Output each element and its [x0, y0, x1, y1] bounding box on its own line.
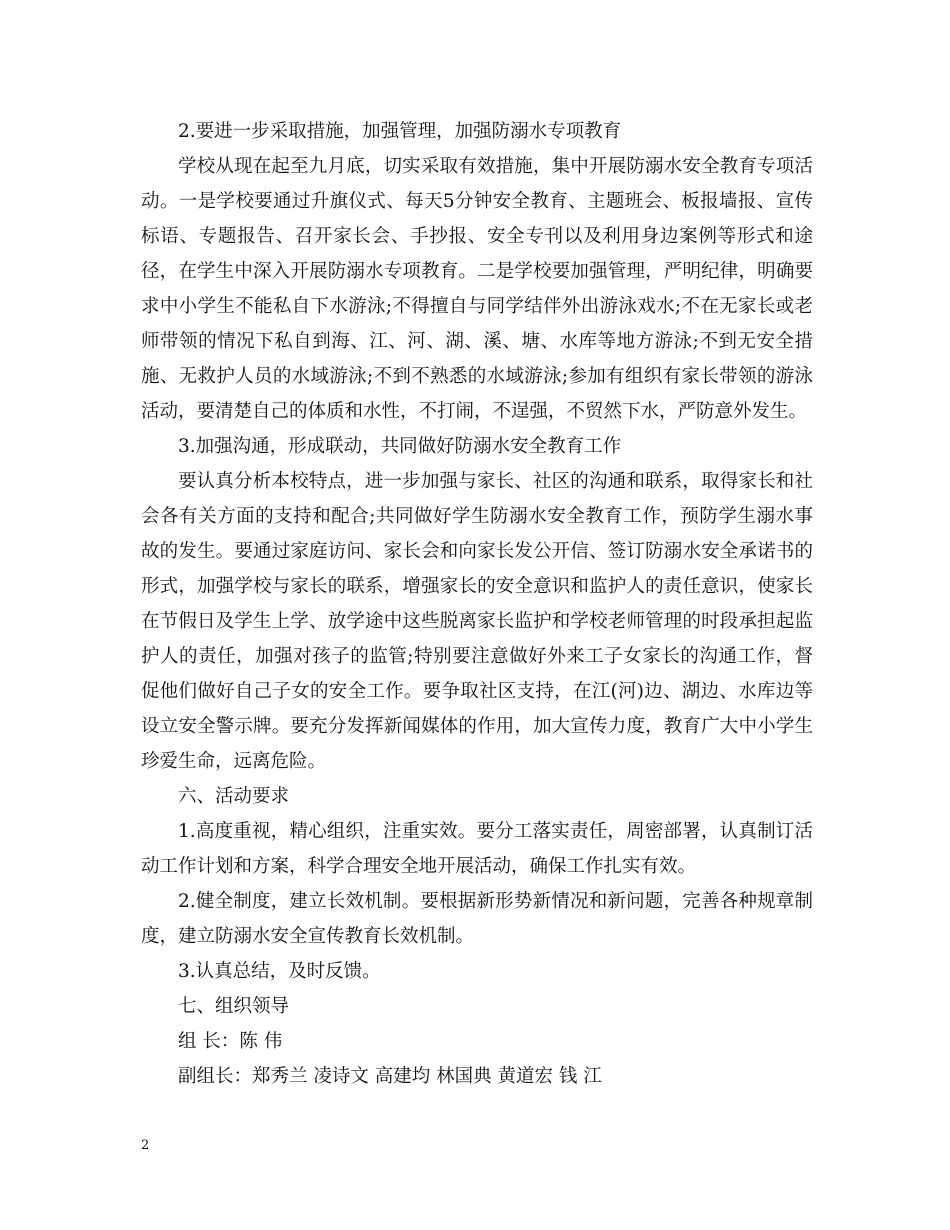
leader-line: 组 长：陈 伟: [178, 1031, 283, 1052]
requirement-item-1: 1.高度重视，精心组织，注重实效。要分工落实责任，周密部署，认真制订活动工作计划和方案，科学合理安全地开展活动，确保工作扎实有效。: [141, 821, 813, 877]
requirement-item-2: 2.健全制度，建立长效机制。要根据新形势新情况和新问题，完善各种规章制度，建立防溺水安全宣传教育长效机制。: [141, 891, 813, 947]
subsection-heading-3: 3.加强沟通，形成联动，共同做好防溺水安全教育工作: [178, 436, 622, 457]
body-paragraph: 学校从现在起至九月底，切实采取有效措施，集中开展防溺水安全教育专项活动。一是学校要通过升旗仪式、每天5分钟安全教育、主题班会、板报墙报、宣传标语、专题报告、召开家长会、手抄报、安全专刊以及利用身边案例等形式和途径，在学生中深入开展防溺水专项教育。二是学校要加强管理，严明纪律，明确要求中小学生不能私自下水游泳;不得擅自与同学结伴外出游泳戏水;不在无家长或老师带领的情况下私自到海、江、河、湖、溪、塘、水库等地方游泳;不到无安全措施、无救护人员的水域游泳;不到不熟悉的水域游泳;参加有组织有家长带领的游泳活动，要清楚自己的体质和水性，不打闹，不逞强，不贸然下水，严防意外发生。: [141, 156, 813, 422]
body-paragraph: 要认真分析本校特点，进一步加强与家长、社区的沟通和联系，取得家长和社会各有关方面的支持和配合;共同做好学生防溺水安全教育工作，预防学生溺水事故的发生。要通过家庭访问、家长会和向家长发公开信、签订防溺水安全承诺书的形式，加强学校与家长的联系，增强家长的安全意识和监护人的责任意识，使家长在节假日及学生上学、放学途中这些脱离家长监护和学校老师管理的时段承担起监护人的责任，加强对孩子的监管;特别要注意做好外来工子女家长的沟通工作，督促他们做好自己子女的安全工作。要争取社区支持，在江(河)边、湖边、水库边等设立安全警示牌。要充分发挥新闻媒体的作用，加大宣传力度，教育广大中小学生珍爱生命，远离危险。: [141, 471, 813, 772]
section-heading-seven: 七、组织领导: [178, 996, 290, 1017]
deputy-leaders-line: 副组长：郑秀兰 凌诗文 高建均 林国典 黄道宏 钱 江: [178, 1066, 602, 1087]
document-body: [141, 114, 813, 1094]
requirement-item-3: 3.认真总结，及时反馈。: [178, 961, 381, 982]
subsection-heading-2: 2.要进一步采取措施，加强管理，加强防溺水专项教育: [178, 121, 622, 142]
page-number: 2: [141, 1138, 150, 1153]
section-heading-six: 六、活动要求: [178, 786, 290, 807]
